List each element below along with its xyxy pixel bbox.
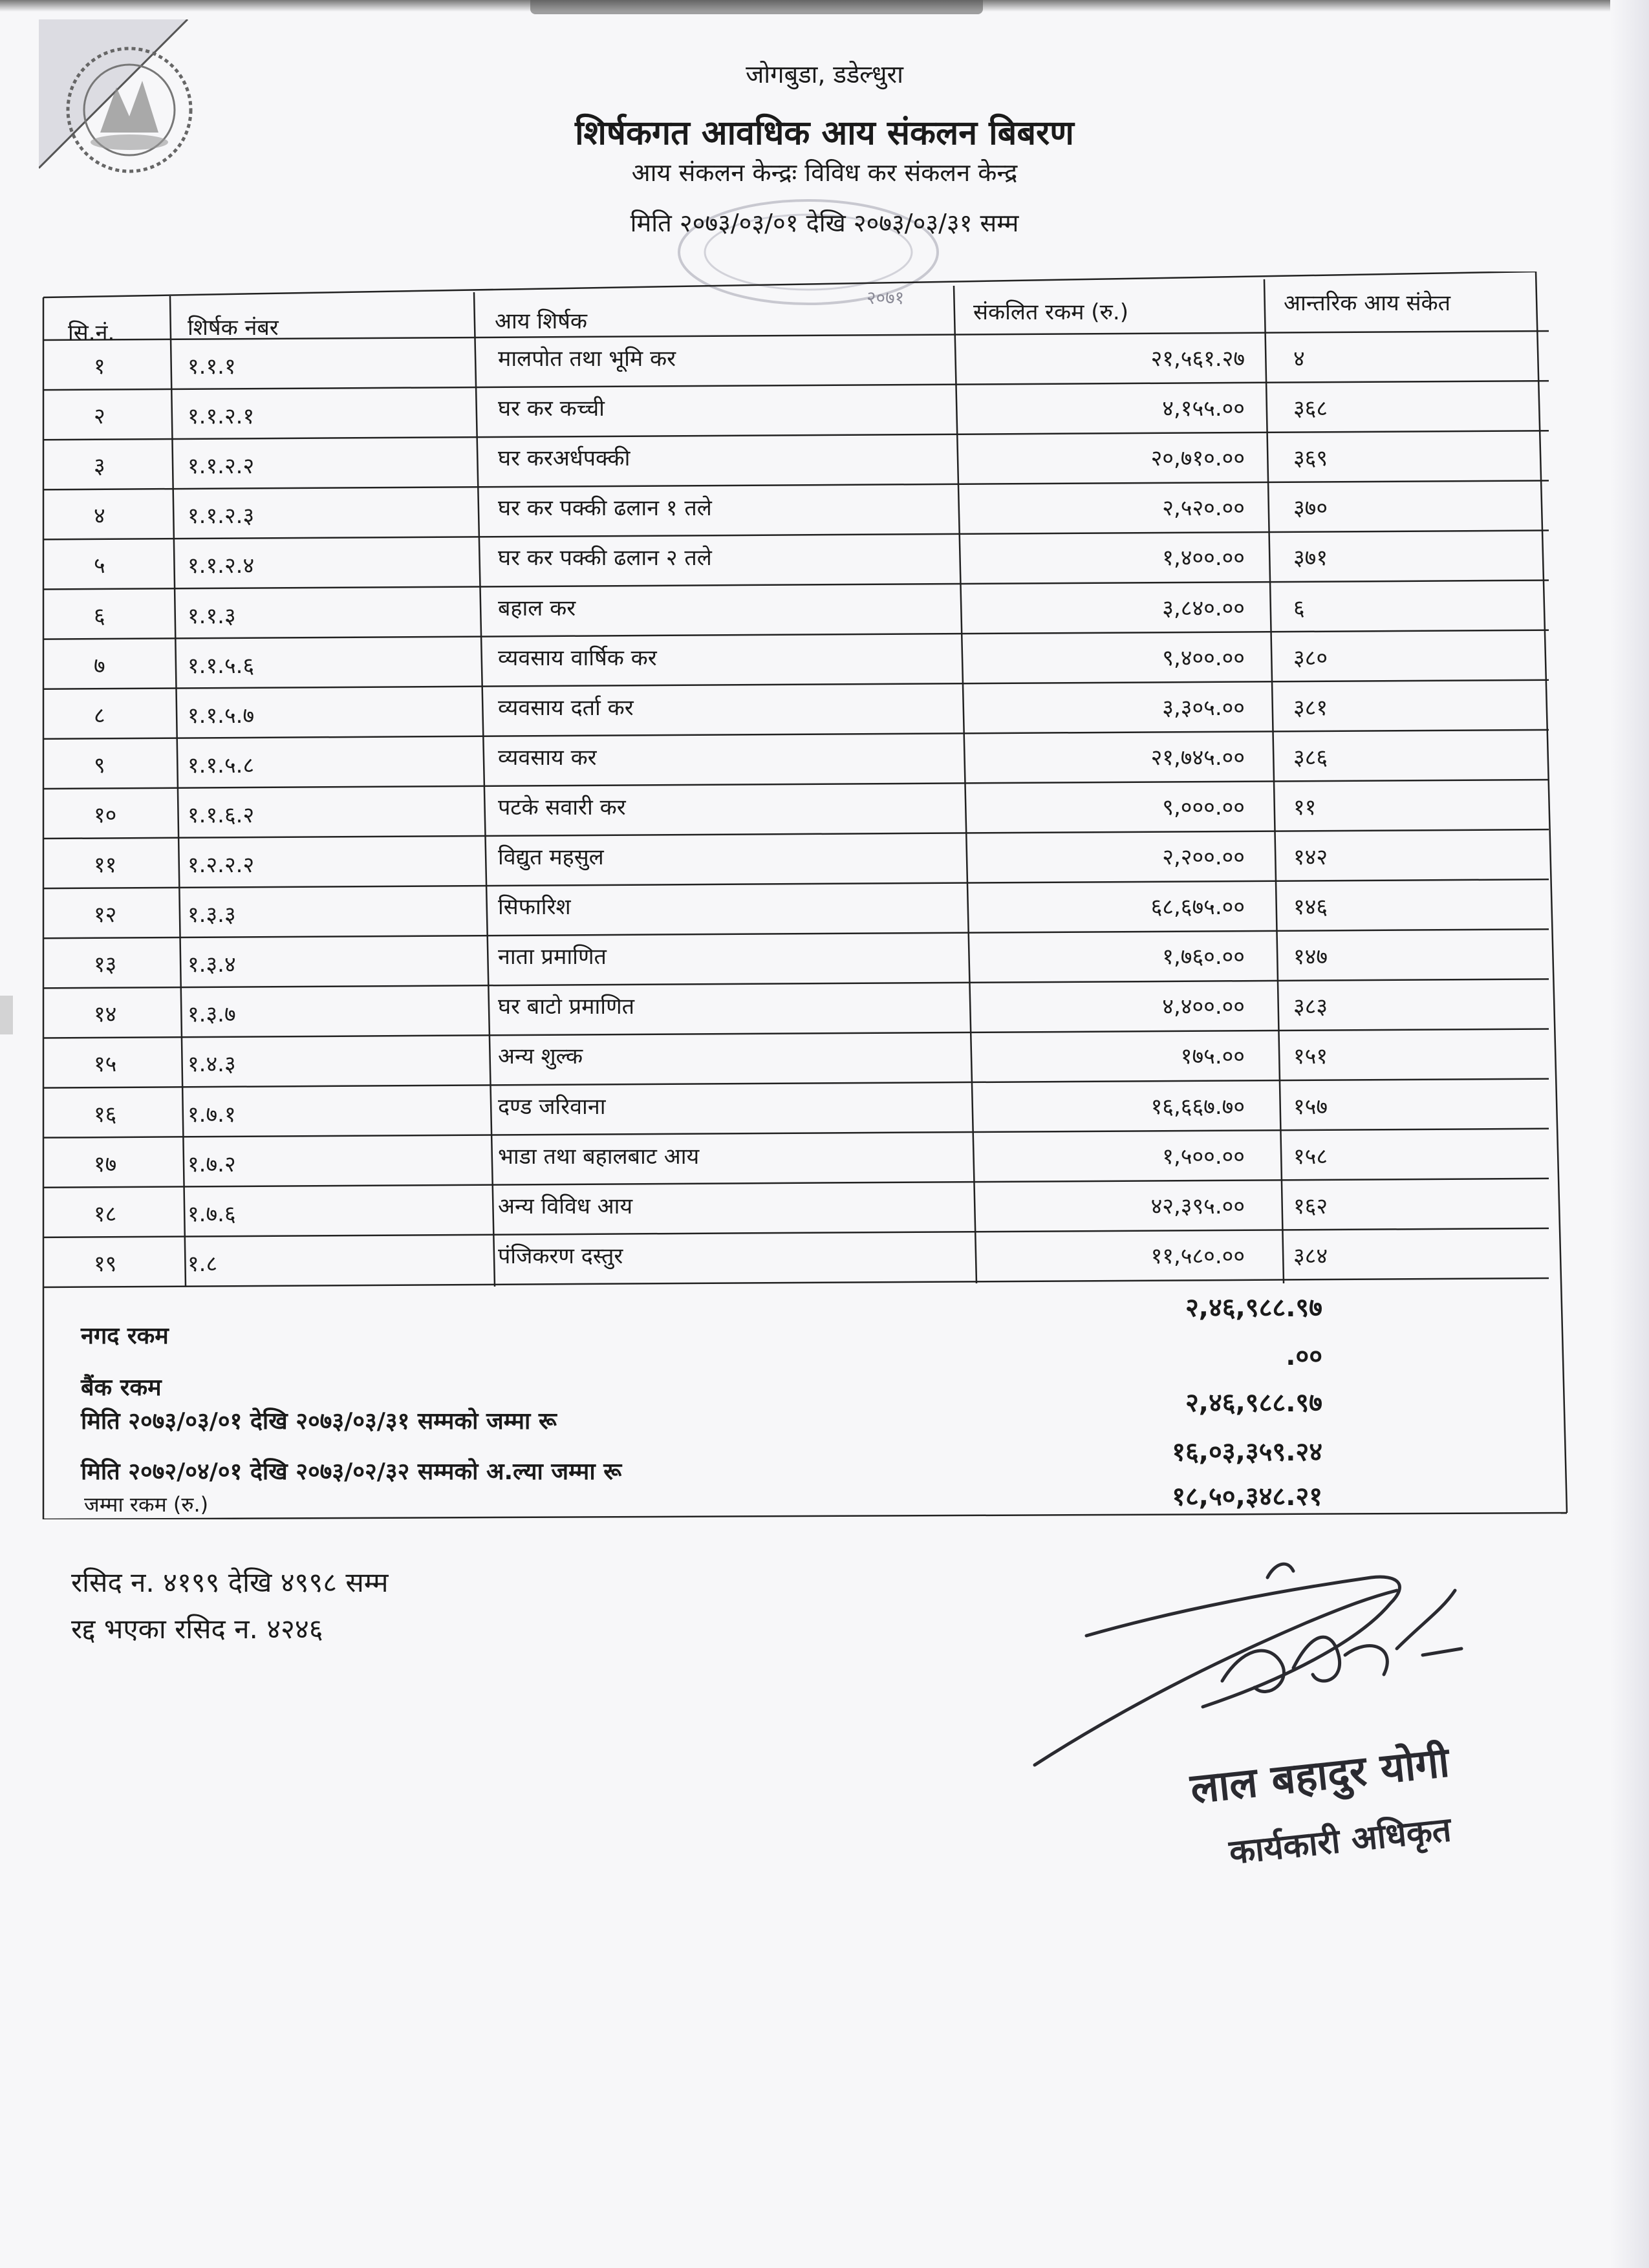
row-income-code: ११ [1293, 794, 1317, 820]
row-sn: ६ [94, 603, 105, 629]
table-row-divider [43, 530, 1549, 539]
row-income-code: १४६ [1293, 894, 1328, 921]
row-income-code: १५१ [1293, 1043, 1328, 1070]
row-head-code: १.३.३ [188, 902, 236, 928]
location: जोगबुडा, डडेल्धुरा [746, 60, 903, 89]
row-amount: ३,३०५.०० [1162, 694, 1245, 721]
row-income-head: घर कर कच्ची [498, 396, 605, 422]
grand-total-value: १८,५०,३४८.२१ [1172, 1482, 1322, 1512]
row-amount: ११,५८०.०० [1150, 1243, 1245, 1269]
row-income-head: अन्य शुल्क [498, 1043, 583, 1070]
row-amount: ९,४००.०० [1162, 645, 1245, 671]
table-row-divider [43, 979, 1549, 988]
row-head-code: १.१.६.२ [188, 802, 255, 828]
row-sn: ९ [94, 752, 105, 778]
row-income-code: ३८४ [1293, 1243, 1328, 1269]
row-amount: १,७६०.०० [1162, 944, 1245, 970]
row-sn: १० [94, 802, 117, 828]
row-income-code: १४२ [1293, 844, 1328, 871]
row-head-code: १.१.२.३ [188, 503, 255, 530]
row-income-head: व्यवसाय दर्ता कर [498, 694, 634, 721]
row-income-code: ३६८ [1293, 396, 1328, 422]
row-sn: ११ [94, 852, 117, 879]
table-row-divider [43, 879, 1549, 888]
signatory-name: लाल बहादुर योगी [1188, 1738, 1452, 1813]
row-income-code: १५७ [1293, 1093, 1328, 1120]
row-income-code: ६ [1293, 595, 1305, 621]
row-head-code: १.१.२.२ [188, 453, 255, 480]
table-row-divider [43, 1228, 1549, 1237]
cropped-top-text [530, 0, 983, 14]
row-income-code: ४ [1293, 346, 1305, 372]
table-row-divider [43, 581, 1549, 590]
row-income-code: ३७१ [1293, 545, 1328, 572]
row-income-code: ३८६ [1293, 744, 1328, 771]
row-income-head: घर कर पक्की ढलान २ तले [498, 545, 712, 572]
table-row-divider [43, 680, 1549, 689]
row-sn: १४ [94, 1001, 117, 1028]
row-income-head: घर बाटो प्रमाणित [498, 994, 635, 1020]
row-head-code: १.१.५.८ [188, 752, 255, 778]
col-header-code: शिर्षक नंबर [188, 315, 279, 341]
row-income-head: घर कर पक्की ढलान १ तले [498, 495, 712, 522]
col-header-income-code: आन्तरिक आय संकेत [1284, 290, 1450, 316]
row-income-head: दण्ड जरिवाना [498, 1093, 606, 1120]
row-head-code: १.१.३ [188, 603, 236, 629]
row-head-code: १.७.६ [188, 1201, 236, 1227]
margin-mark [0, 996, 13, 1034]
bank-value: .०० [1286, 1342, 1322, 1371]
row-sn: १ [94, 354, 105, 380]
table-row-divider [43, 1129, 1549, 1138]
row-amount: ३,८४०.०० [1162, 595, 1245, 621]
row-income-code: १५८ [1293, 1143, 1328, 1170]
table-row-divider [43, 1079, 1549, 1088]
scan-right-edge [1610, 0, 1649, 2268]
table-row-divider [43, 480, 1549, 489]
row-income-head: पटके सवारी कर [498, 794, 626, 820]
row-income-code: ३८१ [1293, 694, 1328, 721]
col-header-amount: संकलित रकम (रु.) [973, 299, 1128, 325]
row-amount: ९,०००.०० [1162, 794, 1245, 820]
row-sn: ३ [94, 453, 105, 480]
row-sn: ७ [94, 652, 105, 679]
row-sn: १९ [94, 1250, 117, 1277]
bank-label: बैंक रकम [81, 1375, 162, 1401]
stamp-number: २०७१ [867, 287, 905, 308]
row-income-head: मालपोत तथा भूमि कर [498, 346, 676, 372]
col-header-head: आय शिर्षक [495, 308, 587, 334]
row-head-code: १.३.७ [188, 1001, 236, 1028]
table-row-divider [43, 1278, 1549, 1287]
row-amount: १७५.०० [1180, 1043, 1245, 1070]
row-head-code: १.८ [188, 1250, 218, 1277]
row-income-head: घर करअर्धपक्की [498, 445, 630, 472]
row-income-head: व्यवसाय कर [498, 744, 597, 771]
row-head-code: १.४.३ [188, 1051, 236, 1078]
document-title: शिर्षकगत आवधिक आय संकलन बिबरण [575, 114, 1074, 153]
row-head-code: १.१.२.१ [188, 403, 255, 430]
row-income-head: अन्य विविध आय [498, 1193, 633, 1219]
row-amount: ६८,६७५.०० [1150, 894, 1245, 921]
collection-center: आय संकलन केन्द्रः विविध कर संकलन केन्द्र [631, 158, 1018, 187]
government-emblem-icon [39, 19, 213, 187]
row-income-head: विद्युत महसुल [498, 844, 604, 871]
cash-value: २,४६,९८८.९७ [1185, 1293, 1322, 1323]
table-grid [42, 272, 1568, 1519]
previous-total-label: मिति २०७२/०४/०१ देखि २०७३/०२/३२ सम्मको अ.ल्या जम्मा रू [81, 1459, 622, 1485]
table-row-divider [43, 929, 1549, 938]
row-head-code: १.१.२.४ [188, 553, 255, 579]
period-total-label: मिति २०७३/०३/०१ देखि २०७३/०३/३१ सम्मको जम्मा रू [81, 1408, 557, 1435]
row-sn: १६ [94, 1101, 117, 1128]
report-period: मिति २०७३/०३/०१ देखि २०७३/०३/३१ सम्म [630, 209, 1019, 237]
row-income-head: सिफारिश [498, 894, 571, 921]
row-income-head: भाडा तथा बहालबाट आय [498, 1143, 700, 1170]
table-row-divider [43, 730, 1549, 739]
row-head-code: १.७.२ [188, 1151, 236, 1177]
table-row-divider [43, 1029, 1549, 1038]
table-row-divider [43, 381, 1549, 390]
row-sn: ४ [94, 503, 105, 530]
row-amount: २०,७१०.०० [1150, 445, 1245, 472]
row-head-code: १.१.१ [188, 354, 236, 380]
row-income-head: नाता प्रमाणित [498, 944, 607, 970]
cash-label: नगद रकम [81, 1323, 169, 1349]
row-amount: ४,४००.०० [1162, 994, 1245, 1020]
row-head-code: १.२.२.२ [188, 852, 255, 879]
row-head-code: १.१.५.६ [188, 652, 255, 679]
row-sn: १७ [94, 1151, 117, 1177]
row-amount: १,४००.०० [1162, 545, 1245, 572]
receipt-range: रसिद न. ४१९९ देखि ४९९८ सम्म [71, 1567, 389, 1598]
table-row-divider [43, 630, 1549, 639]
row-income-code: १६२ [1293, 1193, 1328, 1219]
row-income-code: १४७ [1293, 944, 1328, 970]
row-amount: ४२,३९५.०० [1150, 1193, 1245, 1219]
row-income-head: बहाल कर [498, 595, 576, 621]
row-sn: १५ [94, 1051, 117, 1078]
col-header-sn: सि.नं. [68, 320, 115, 346]
previous-total-value: १६,०३,३५९.२४ [1172, 1437, 1322, 1467]
row-income-code: ३७० [1293, 495, 1328, 522]
row-income-head: व्यवसाय वार्षिक कर [498, 645, 657, 671]
row-amount: १६,६६७.७० [1150, 1093, 1245, 1120]
row-income-code: ३८० [1293, 645, 1328, 671]
row-sn: ८ [94, 702, 105, 729]
grand-total-label: जम्मा रकम (रु.) [84, 1492, 209, 1517]
row-income-code: ३६९ [1293, 445, 1328, 472]
row-amount: २,२००.०० [1162, 844, 1245, 871]
row-amount: ४,१५५.०० [1162, 396, 1245, 422]
period-total-value: २,४६,९८८.९७ [1185, 1388, 1322, 1418]
row-sn: २ [94, 403, 105, 430]
row-amount: २१,७४५.०० [1150, 744, 1245, 771]
cancelled-receipt: रद्द भएका रसिद न. ४२४६ [71, 1613, 323, 1645]
row-sn: १३ [94, 952, 117, 978]
row-income-code: ३८३ [1293, 994, 1328, 1020]
table-row-divider [43, 829, 1549, 839]
row-amount: २,५२०.०० [1162, 495, 1245, 522]
row-sn: ५ [94, 553, 105, 579]
signatory-title: कार्यकारी अधिकृत [1227, 1810, 1454, 1872]
income-table [42, 272, 1568, 1519]
row-income-head: पंजिकरण दस्तुर [498, 1243, 623, 1269]
table-row-divider [43, 431, 1549, 440]
row-sn: १८ [94, 1201, 117, 1227]
row-amount: २१,५६१.२७ [1150, 346, 1245, 372]
row-head-code: १.७.१ [188, 1101, 236, 1128]
row-head-code: १.१.५.७ [188, 702, 255, 729]
row-amount: १,५००.०० [1162, 1143, 1245, 1170]
table-row-divider [43, 780, 1549, 789]
table-row-divider [43, 1179, 1549, 1188]
row-head-code: १.३.४ [188, 952, 236, 978]
row-sn: १२ [94, 902, 117, 928]
